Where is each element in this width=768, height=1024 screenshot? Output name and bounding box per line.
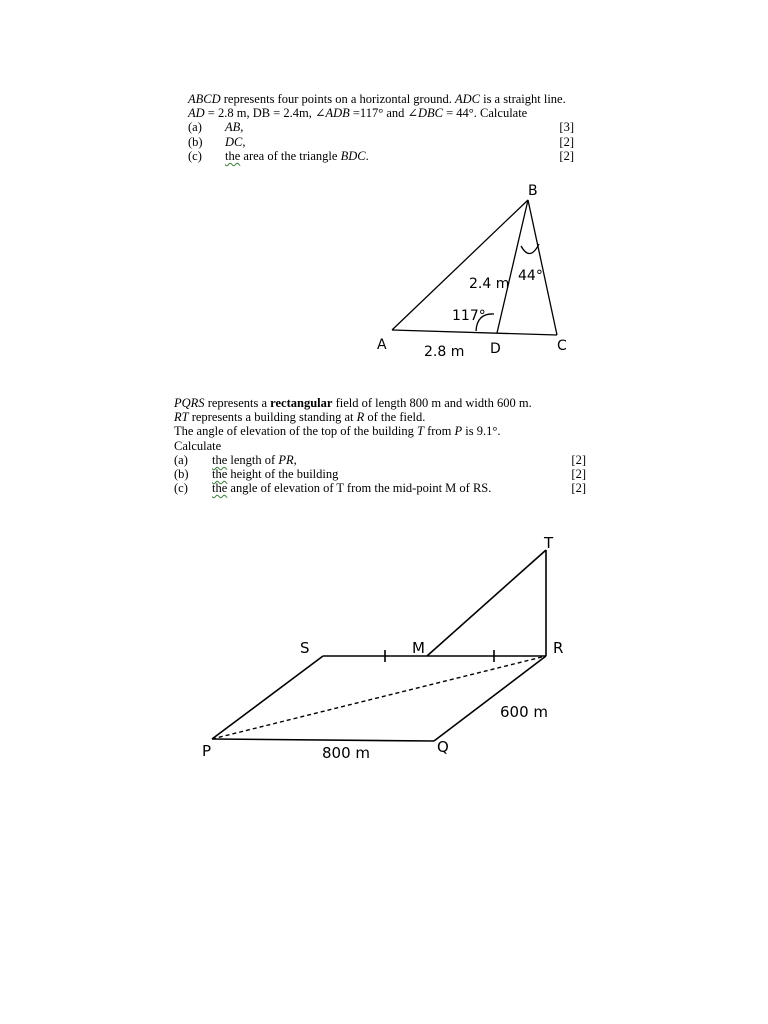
edge-qr [434,656,549,741]
part-marks: [2] [559,148,574,163]
question-text: = 2.8 m, DB = 2.4m, ∠ [204,106,326,121]
angle-arc-adb [476,314,494,331]
part-text-segment: height of the building [227,466,339,481]
diagonal-pr [212,656,549,739]
question-text: is a straight line. [479,92,566,106]
question-text: =117° and ∠ [349,106,418,121]
question-text-line [174,410,586,424]
part-label: (c) [188,148,202,163]
question-text: AD [188,106,205,121]
part-text-segment: , [293,452,297,467]
question-part [174,467,586,481]
question-text: P [454,424,463,439]
point-m-label: M [412,639,425,657]
point-c-label: C [557,338,567,354]
part-text [212,453,297,467]
side-bd [497,200,528,333]
question-2-parts [174,453,586,496]
question-text: Calculate [174,438,222,453]
length-qr-label: 600 m [500,703,549,721]
point-a-label: A [377,337,387,353]
question-text: represents four points on a horizontal ground. [220,92,455,106]
part-text-segment: area of the triangle [240,148,341,163]
question-text: PQRS [174,396,205,410]
part-text-segment: PR [278,452,294,467]
length-ad-label: 2.8 m [424,344,465,360]
point-p-label: P [202,742,212,760]
edge-ps [212,656,323,739]
question-text: of the field. [364,410,426,425]
edge-pq [212,739,434,741]
point-q-label: Q [437,738,449,756]
part-text [225,120,243,134]
length-pq-label: 800 m [322,744,371,762]
question-2-intro [174,396,586,453]
part-text-segment: AB [225,120,241,135]
part-text-segment: angle of elevation of T from the mid-point M of RS. [227,481,492,496]
part-text-segment: , [242,134,246,149]
part-text-segment: . [365,148,369,163]
part-marks: [2] [571,466,586,481]
question-1-parts [188,120,574,163]
question-2 [174,396,586,495]
question-part [174,453,586,467]
part-label: (a) [188,120,202,135]
question-part [188,135,574,149]
question-part [174,481,586,495]
angle-dbc-label: 44° [518,268,543,284]
part-text-segment: the [212,452,228,467]
question-text: ADB [325,106,350,121]
part-text-segment: the [212,481,228,496]
question-text: from [423,424,455,439]
part-text-segment: , [240,120,244,135]
part-text [212,481,491,495]
part-text [225,149,369,163]
length-bd-label: 2.4 m [469,276,510,292]
part-text-segment: BDC [340,148,366,163]
question-text: represents a building standing at [188,410,357,425]
point-r-label: R [553,639,564,657]
part-label: (c) [174,481,188,496]
question-text-line [174,439,586,453]
question-text: R [356,410,365,425]
question-text-line [174,424,586,438]
part-marks: [2] [559,134,574,149]
question-part [188,120,574,134]
question-text-line [174,396,586,410]
question-text: T [417,424,424,439]
line-mt [427,550,546,656]
side-ac [392,330,557,335]
angle-arc-dbc [521,244,539,254]
question-text-line [188,106,574,120]
angle-adb-label: 117° [452,308,486,324]
question-1 [188,92,574,163]
side-bc [528,200,557,335]
question-text: The angle of elevation of the top of the building [174,424,417,439]
part-label: (b) [188,134,203,149]
part-text-segment: DC [225,134,243,149]
question-text: = 44°. Calculate [442,106,528,121]
part-text-segment: the [225,148,241,163]
point-s-label: S [300,639,310,657]
question-text: ABCD [188,92,221,106]
part-label: (b) [174,466,189,481]
question-part [188,149,574,163]
side-ab [392,200,528,330]
question-1-intro [188,92,574,120]
point-d-label: D [490,341,501,357]
question-text: RT [174,410,189,425]
part-text [212,467,338,481]
part-label: (a) [174,452,188,467]
point-t-label: T [544,534,554,552]
question-text: rectangular [270,396,333,410]
question-text: DBC [417,106,443,121]
question-text-line [188,92,574,106]
question-text: is 9.1°. [462,424,501,439]
part-marks: [3] [559,120,574,135]
question-text: represents a [204,396,271,410]
part-marks: [2] [571,481,586,496]
part-marks: [2] [571,452,586,467]
question-text: ADC [454,92,480,106]
question-text: field of length 800 m and width 600 m. [332,396,532,410]
point-b-label: B [528,183,538,199]
part-text-segment: length of [227,452,279,467]
part-text-segment: the [212,466,228,481]
part-text [225,135,246,149]
